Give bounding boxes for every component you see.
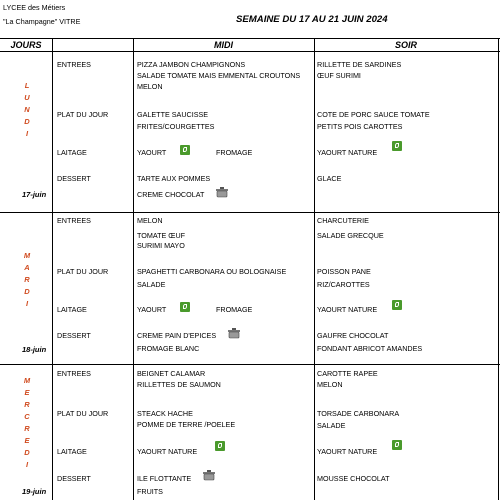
label-plat: PLAT DU JOUR xyxy=(57,110,109,119)
label-plat: PLAT DU JOUR xyxy=(57,267,109,276)
bio-label-icon xyxy=(392,440,402,450)
school-name: LYCEE des Métiers xyxy=(3,3,66,12)
grid-line xyxy=(133,38,134,500)
bio-label-icon xyxy=(180,302,190,312)
midi-laitage: YAOURT xyxy=(137,305,167,314)
grid-line xyxy=(0,212,500,213)
header-soir: SOIR xyxy=(394,40,417,50)
homemade-pot-icon xyxy=(227,328,241,339)
bio-label-icon xyxy=(180,145,190,155)
midi-dessert: CREME CHOCOLAT xyxy=(137,190,205,199)
midi-entree: SALADE TOMATE MAIS EMMENTAL CROUTONS xyxy=(137,71,301,80)
soir-entree: RILLETTE DE SARDINES xyxy=(317,60,402,69)
soir-laitage: YAOURT NATURE xyxy=(317,447,378,456)
week-title: SEMAINE DU 17 AU 21 JUIN 2024 xyxy=(236,14,388,25)
label-entrees: ENTREES xyxy=(57,60,91,69)
bio-label-icon xyxy=(392,300,402,310)
midi-entree: BEIGNET CALAMAR xyxy=(137,369,206,378)
soir-entree: MELON xyxy=(317,380,343,389)
day-letters: M A R D I xyxy=(23,251,31,308)
homemade-pot-icon xyxy=(202,470,216,481)
label-laitage: LAITAGE xyxy=(57,148,87,157)
midi-plat: SPAGHETTI CARBONARA OU BOLOGNAISE xyxy=(137,267,287,276)
soir-plat: TORSADE CARBONARA xyxy=(317,409,400,418)
grid-line xyxy=(0,51,500,52)
soir-plat: SALADE xyxy=(317,421,346,430)
midi-entree: MELON xyxy=(137,82,163,91)
grid-line xyxy=(0,38,500,39)
soir-laitage: YAOURT NATURE xyxy=(317,305,378,314)
soir-dessert: FONDANT ABRICOT AMANDES xyxy=(317,344,423,353)
label-dessert: DESSERT xyxy=(57,331,91,340)
soir-laitage: YAOURT NATURE xyxy=(317,148,378,157)
soir-entree: SALADE GRECQUE xyxy=(317,231,384,240)
soir-entree: ŒUF SURIMI xyxy=(317,71,361,80)
label-entrees: ENTREES xyxy=(57,369,91,378)
midi-dessert: FROMAGE BLANC xyxy=(137,344,200,353)
midi-fromage: FROMAGE xyxy=(216,305,253,314)
soir-plat: COTE DE PORC SAUCE TOMATE xyxy=(317,110,430,119)
bio-label-icon xyxy=(392,141,402,151)
midi-entree: MELON xyxy=(137,216,163,225)
grid-line xyxy=(498,38,499,500)
midi-laitage: YAOURT xyxy=(137,148,167,157)
label-dessert: DESSERT xyxy=(57,174,91,183)
midi-plat: GALETTE SAUCISSE xyxy=(137,110,209,119)
midi-dessert: FRUITS xyxy=(137,487,163,496)
midi-dessert: CREME PAIN D'EPICES xyxy=(137,331,217,340)
soir-entree: CHARCUTERIE xyxy=(317,216,369,225)
label-laitage: LAITAGE xyxy=(57,305,87,314)
midi-fromage: FROMAGE xyxy=(216,148,253,157)
soir-plat: POISSON PANE xyxy=(317,267,371,276)
day-date: 17-juin xyxy=(22,190,47,199)
grid-line xyxy=(0,364,500,365)
midi-plat: FRITES/COURGETTES xyxy=(137,122,215,131)
label-entrees: ENTREES xyxy=(57,216,91,225)
midi-plat: STEACK HACHE xyxy=(137,409,193,418)
label-dessert: DESSERT xyxy=(57,474,91,483)
school-location: "La Champagne" VITRE xyxy=(3,17,81,26)
grid-line xyxy=(314,38,315,500)
day-date: 19-juin xyxy=(22,487,47,496)
label-laitage: LAITAGE xyxy=(57,447,87,456)
soir-dessert: GLACE xyxy=(317,174,342,183)
midi-entree: TOMATE ŒUF xyxy=(137,231,186,240)
day-letters: L U N D I xyxy=(24,81,30,138)
soir-plat: PETITS POIS CAROTTES xyxy=(317,122,403,131)
midi-plat: SALADE xyxy=(137,280,166,289)
midi-dessert: ILE FLOTTANTE xyxy=(137,474,192,483)
midi-plat: POMME DE TERRE /POELEE xyxy=(137,420,236,429)
soir-dessert: MOUSSE CHOCOLAT xyxy=(317,474,390,483)
day-letters: M E R C R E D I xyxy=(23,376,31,469)
homemade-pot-icon xyxy=(215,187,229,198)
bio-label-icon xyxy=(215,441,225,451)
midi-entree: SURIMI MAYO xyxy=(137,241,185,250)
header-jours: JOURS xyxy=(10,40,42,50)
midi-entree: RILLETTES DE SAUMON xyxy=(137,380,221,389)
soir-plat: RIZ/CAROTTES xyxy=(317,280,370,289)
day-date: 18-juin xyxy=(22,345,47,354)
grid-line xyxy=(52,38,53,500)
header-midi: MIDI xyxy=(214,40,233,50)
soir-dessert: GAUFRE CHOCOLAT xyxy=(317,331,389,340)
label-plat: PLAT DU JOUR xyxy=(57,409,109,418)
midi-entree: PIZZA JAMBON CHAMPIGNONS xyxy=(137,60,246,69)
midi-laitage: YAOURT NATURE xyxy=(137,447,198,456)
soir-entree: CAROTTE RAPEE xyxy=(317,369,378,378)
midi-dessert: TARTE AUX POMMES xyxy=(137,174,211,183)
